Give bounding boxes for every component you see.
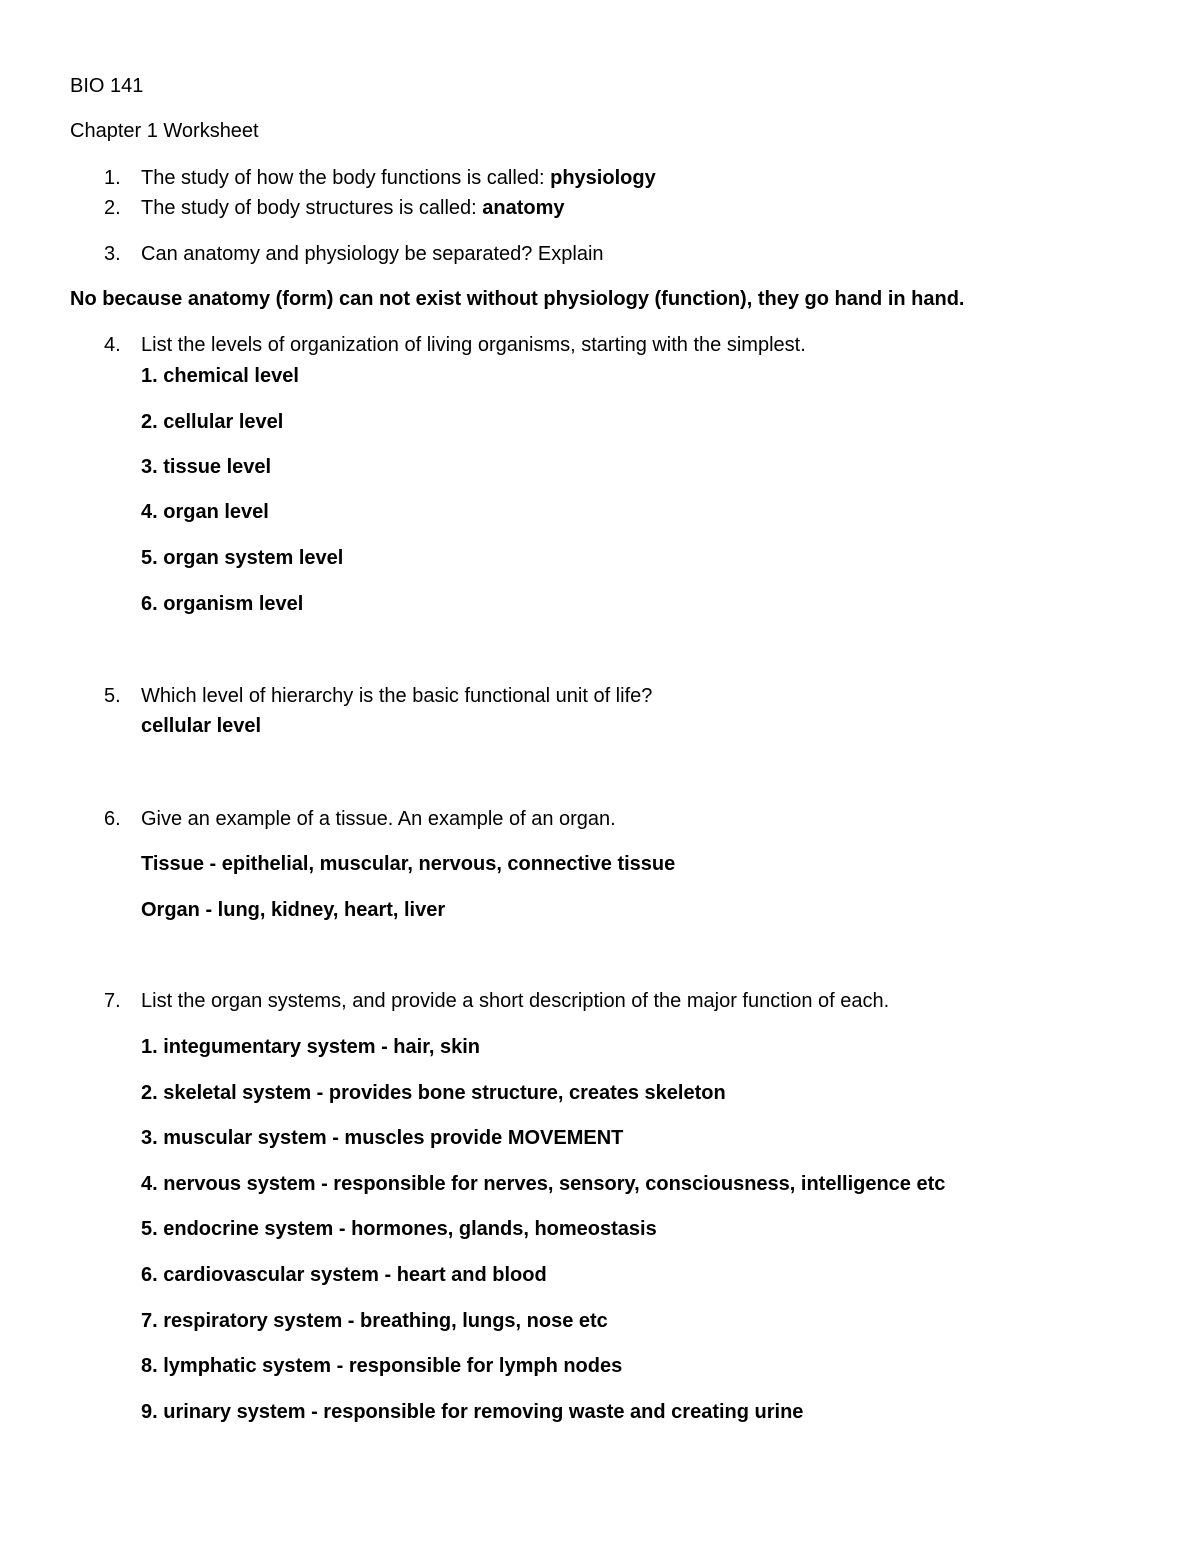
list-item: 4. nervous system - responsible for nerves, sensory, consciousness, intelligence etc xyxy=(141,1173,946,1195)
list-item: 5. endocrine system - hormones, glands, homeostasis xyxy=(141,1218,657,1240)
question-text: Can anatomy and physiology be separated? Explain xyxy=(141,243,604,265)
question-prompt: The study of how the body functions is called: xyxy=(141,167,551,189)
organ-answer: Organ - lung, kidney, heart, liver xyxy=(141,899,446,921)
list-item: 2. cellular level xyxy=(141,411,284,433)
question-text: List the levels of organization of living organisms, starting with the simplest. xyxy=(141,334,806,356)
question-answer: physiology xyxy=(550,167,656,189)
list-item: 3. tissue level xyxy=(141,456,272,478)
list-item: 4. organ level xyxy=(141,501,269,523)
question-text xyxy=(141,166,656,190)
question-text: Which level of hierarchy is the basic functional unit of life? xyxy=(141,685,653,707)
question-number: 5. xyxy=(104,685,121,707)
course-code: BIO 141 xyxy=(70,75,144,97)
question-number: 2. xyxy=(104,197,121,219)
worksheet-title: Chapter 1 Worksheet xyxy=(70,120,259,142)
tissue-answer: Tissue - epithelial, muscular, nervous, connective tissue xyxy=(141,853,676,875)
list-item: 9. urinary system - responsible for removing waste and creating urine xyxy=(141,1401,804,1423)
question-answer: cellular level xyxy=(141,715,262,737)
list-item: 1. integumentary system - hair, skin xyxy=(141,1036,481,1058)
list-item: 6. organism level xyxy=(141,593,304,615)
list-item: 8. lymphatic system - responsible for lymph nodes xyxy=(141,1355,623,1377)
question-number: 1. xyxy=(104,167,121,189)
list-item: 7. respiratory system - breathing, lungs, nose etc xyxy=(141,1310,608,1332)
question-text: List the organ systems, and provide a short description of the major function of each. xyxy=(141,990,890,1012)
list-item: 2. skeletal system - provides bone structure, creates skeleton xyxy=(141,1082,726,1104)
list-item: 6. cardiovascular system - heart and blood xyxy=(141,1264,547,1286)
question-number: 7. xyxy=(104,990,121,1012)
question-number: 3. xyxy=(104,243,121,265)
list-item: 5. organ system level xyxy=(141,547,344,569)
question-number: 4. xyxy=(104,334,121,356)
list-item: 3. muscular system - muscles provide MOVEMENT xyxy=(141,1127,624,1149)
list-item: 1. chemical level xyxy=(141,365,299,387)
question-number: 6. xyxy=(104,808,121,830)
question-text: Give an example of a tissue. An example of an organ. xyxy=(141,808,616,830)
question-answer: No because anatomy (form) can not exist without physiology (function), they go hand in hand. xyxy=(70,288,965,310)
question-prompt: The study of body structures is called: xyxy=(141,197,483,219)
question-answer: anatomy xyxy=(482,197,565,219)
question-text xyxy=(141,196,565,220)
